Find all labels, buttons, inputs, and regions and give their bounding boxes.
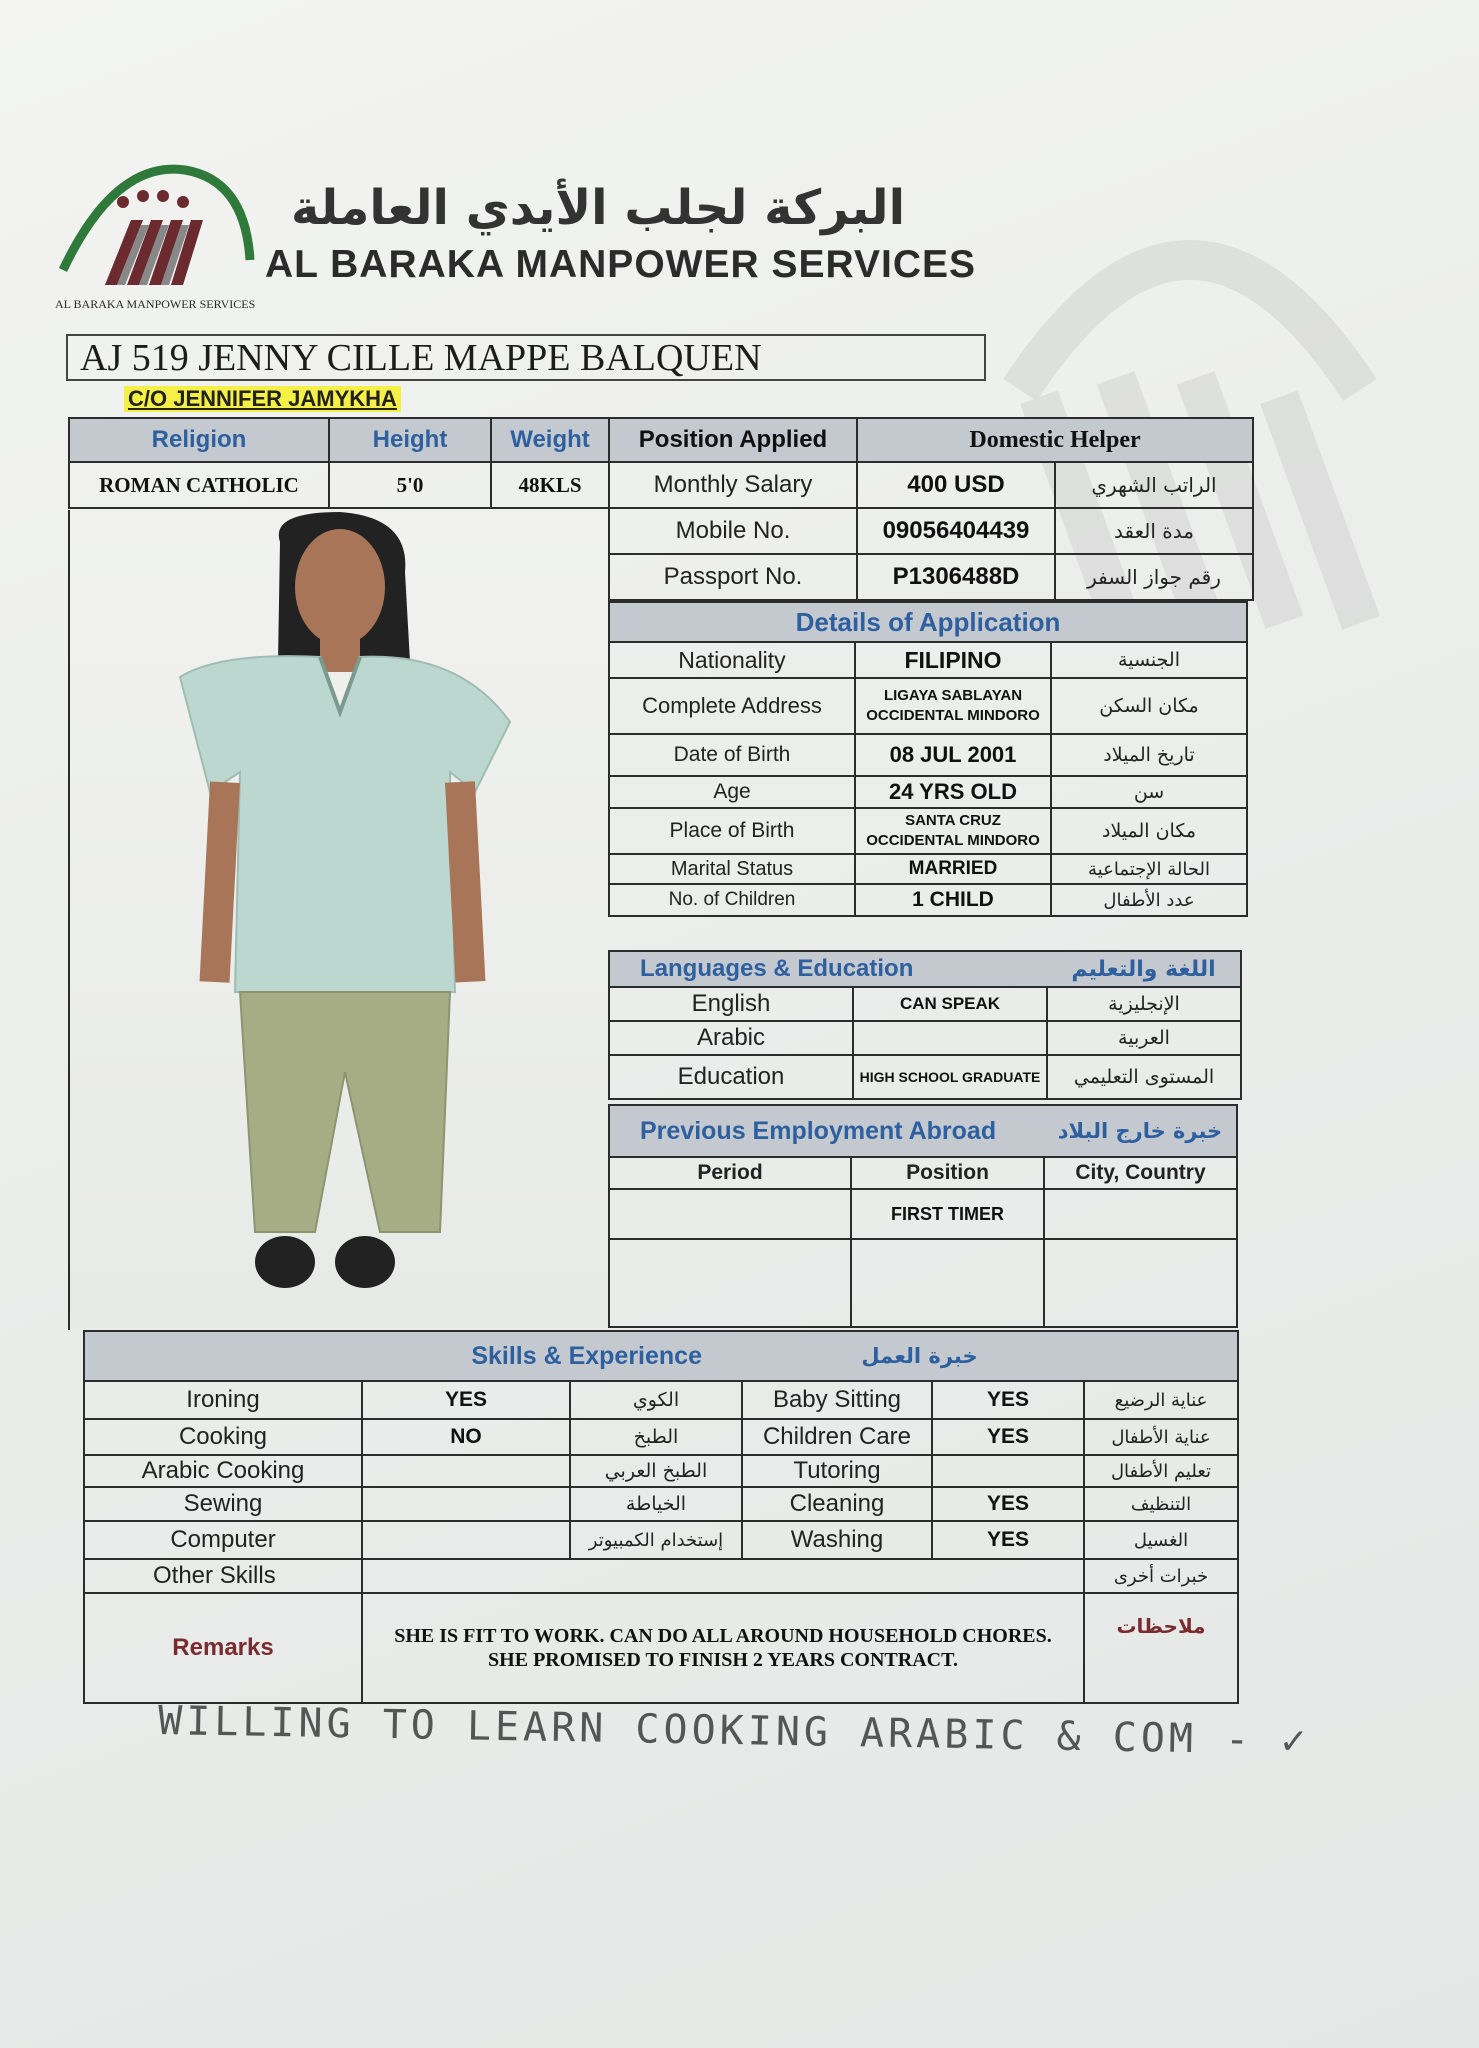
children-value: 1 CHILD xyxy=(855,884,1051,916)
weight-header: Weight xyxy=(491,418,609,462)
languages-title-ar: اللغة والتعليم xyxy=(1047,951,1241,987)
education-label-ar: المستوى التعليمي xyxy=(1047,1055,1241,1099)
period-header: Period xyxy=(609,1157,851,1189)
other-skills-ar: خبرات أخرى xyxy=(1084,1559,1238,1593)
pob-label-ar: مكان الميلاد xyxy=(1051,808,1247,854)
education-label: Education xyxy=(609,1055,853,1099)
english-value: CAN SPEAK xyxy=(853,987,1047,1021)
handwritten-note: WILLING TO LEARN COOKING ARABIC & COM - ✓ xyxy=(157,1697,1310,1765)
skill-sewing-ar: الخياطة xyxy=(570,1487,742,1521)
skill-cleaning: Cleaning xyxy=(742,1487,932,1521)
skill-cleaning-value: YES xyxy=(932,1487,1084,1521)
dob-value: 08 JUL 2001 xyxy=(855,734,1051,776)
skill-cooking: Cooking xyxy=(84,1419,362,1455)
education-value: HIGH SCHOOL GRADUATE xyxy=(853,1055,1047,1099)
details-title: Details of Application xyxy=(609,602,1247,642)
position-value: Domestic Helper xyxy=(857,418,1253,462)
address-label: Complete Address xyxy=(609,678,855,734)
arabic-value xyxy=(853,1021,1047,1055)
marital-label: Marital Status xyxy=(609,854,855,884)
address-value: LIGAYA SABLAYAN OCCIDENTAL MINDORO xyxy=(855,678,1051,734)
employment-period-2 xyxy=(609,1239,851,1327)
languages-title: Languages & Education xyxy=(609,951,1047,987)
mobile-label: Mobile No. xyxy=(609,508,857,554)
skill-arabic-cooking: Arabic Cooking xyxy=(84,1455,362,1487)
company-name-english: AL BARAKA MANPOWER SERVICES xyxy=(265,243,977,286)
marital-value: MARRIED xyxy=(855,854,1051,884)
skill-baby-sitting-value: YES xyxy=(932,1381,1084,1419)
passport-value: P1306488D xyxy=(857,554,1055,600)
remarks-text: SHE IS FIT TO WORK. CAN DO ALL AROUND HOUSEHOLD CHORES. SHE PROMISED TO FINISH 2 YEARS CONTRACT. xyxy=(362,1593,1084,1703)
skill-ironing: Ironing xyxy=(84,1381,362,1419)
dob-label: Date of Birth xyxy=(609,734,855,776)
skill-baby-sitting: Baby Sitting xyxy=(742,1381,932,1419)
employment-position-1: FIRST TIMER xyxy=(851,1189,1044,1239)
passport-label-ar: رقم جواز السفر xyxy=(1055,554,1253,600)
children-label: No. of Children xyxy=(609,884,855,916)
pob-label: Place of Birth xyxy=(609,808,855,854)
photo-border xyxy=(68,510,70,1330)
nationality-label: Nationality xyxy=(609,642,855,678)
skill-washing-value: YES xyxy=(932,1521,1084,1559)
employment-title-ar: خبرة خارج البلاد xyxy=(1044,1105,1237,1157)
skill-computer: Computer xyxy=(84,1521,362,1559)
religion-value: ROMAN CATHOLIC xyxy=(69,462,329,508)
skill-cleaning-ar: التنظيف xyxy=(1084,1487,1238,1521)
skills-title: Skills & Experience xyxy=(84,1331,742,1381)
arabic-label: Arabic xyxy=(609,1021,853,1055)
remarks-label: Remarks xyxy=(84,1593,362,1703)
skill-arabic-cooking-ar: الطبخ العربي xyxy=(570,1455,742,1487)
skill-ironing-value: YES xyxy=(362,1381,570,1419)
details-table xyxy=(608,601,1248,917)
position-label: Position Applied xyxy=(609,418,857,462)
position-header: Position xyxy=(851,1157,1044,1189)
mobile-label-ar: مدة العقد xyxy=(1055,508,1253,554)
salary-label: Monthly Salary xyxy=(609,462,857,508)
position-table xyxy=(608,417,1254,601)
skills-table xyxy=(83,1330,1239,1704)
employment-city-1 xyxy=(1044,1189,1237,1239)
address-label-ar: مكان السكن xyxy=(1051,678,1247,734)
skill-sewing-value xyxy=(362,1487,570,1521)
arabic-label-ar: العربية xyxy=(1047,1021,1241,1055)
age-label: Age xyxy=(609,776,855,808)
city-header: City, Country xyxy=(1044,1157,1237,1189)
employment-title: Previous Employment Abroad xyxy=(609,1105,1044,1157)
applicant-photo xyxy=(70,512,608,1328)
skill-ironing-ar: الكوي xyxy=(570,1381,742,1419)
employment-period-1 xyxy=(609,1189,851,1239)
mobile-value: 09056404439 xyxy=(857,508,1055,554)
company-logo-icon xyxy=(55,150,255,290)
pob-value: SANTA CRUZ OCCIDENTAL MINDORO xyxy=(855,808,1051,854)
skill-children-care-ar: عناية الأطفال xyxy=(1084,1419,1238,1455)
skill-tutoring-ar: تعليم الأطفال xyxy=(1084,1455,1238,1487)
skill-cooking-ar: الطبخ xyxy=(570,1419,742,1455)
languages-table xyxy=(608,950,1242,1100)
religion-header: Religion xyxy=(69,418,329,462)
height-header: Height xyxy=(329,418,491,462)
marital-label-ar: الحالة الإجتماعية xyxy=(1051,854,1247,884)
nationality-label-ar: الجنسية xyxy=(1051,642,1247,678)
children-label-ar: عدد الأطفال xyxy=(1051,884,1247,916)
skill-children-care: Children Care xyxy=(742,1419,932,1455)
english-label: English xyxy=(609,987,853,1021)
care-of-label: C/O JENNIFER JAMYKHA xyxy=(124,386,401,412)
skill-baby-sitting-ar: عناية الرضيع xyxy=(1084,1381,1238,1419)
other-skills-value xyxy=(362,1559,1084,1593)
salary-label-ar: الراتب الشهري xyxy=(1055,462,1253,508)
skill-children-care-value: YES xyxy=(932,1419,1084,1455)
height-value: 5'0 xyxy=(329,462,491,508)
english-label-ar: الإنجليزية xyxy=(1047,987,1241,1021)
salary-value: 400 USD xyxy=(857,462,1055,508)
company-name-arabic: البركة لجلب الأيدي العاملة xyxy=(290,180,906,236)
skill-washing: Washing xyxy=(742,1521,932,1559)
age-value: 24 YRS OLD xyxy=(855,776,1051,808)
basic-info-table xyxy=(68,417,610,509)
skills-title-ar: خبرة العمل xyxy=(742,1331,1238,1381)
skill-computer-ar: إستخدام الكمبيوتر xyxy=(570,1521,742,1559)
remarks-ar: ملاحظات xyxy=(1084,1593,1238,1703)
other-skills-label: Other Skills xyxy=(84,1559,362,1593)
skill-tutoring-value xyxy=(932,1455,1084,1487)
nationality-value: FILIPINO xyxy=(855,642,1051,678)
passport-label: Passport No. xyxy=(609,554,857,600)
employment-city-2 xyxy=(1044,1239,1237,1327)
skill-tutoring: Tutoring xyxy=(742,1455,932,1487)
logo-caption: AL BARAKA MANPOWER SERVICES xyxy=(55,297,256,311)
employment-position-2 xyxy=(851,1239,1044,1327)
dob-label-ar: تاريخ الميلاد xyxy=(1051,734,1247,776)
weight-value: 48KLS xyxy=(491,462,609,508)
applicant-name: AJ 519 JENNY CILLE MAPPE BALQUEN xyxy=(66,334,986,381)
skill-washing-ar: الغسيل xyxy=(1084,1521,1238,1559)
skill-cooking-value: NO xyxy=(362,1419,570,1455)
age-label-ar: سن xyxy=(1051,776,1247,808)
skill-computer-value xyxy=(362,1521,570,1559)
skill-sewing: Sewing xyxy=(84,1487,362,1521)
employment-table xyxy=(608,1104,1238,1328)
skill-arabic-cooking-value xyxy=(362,1455,570,1487)
